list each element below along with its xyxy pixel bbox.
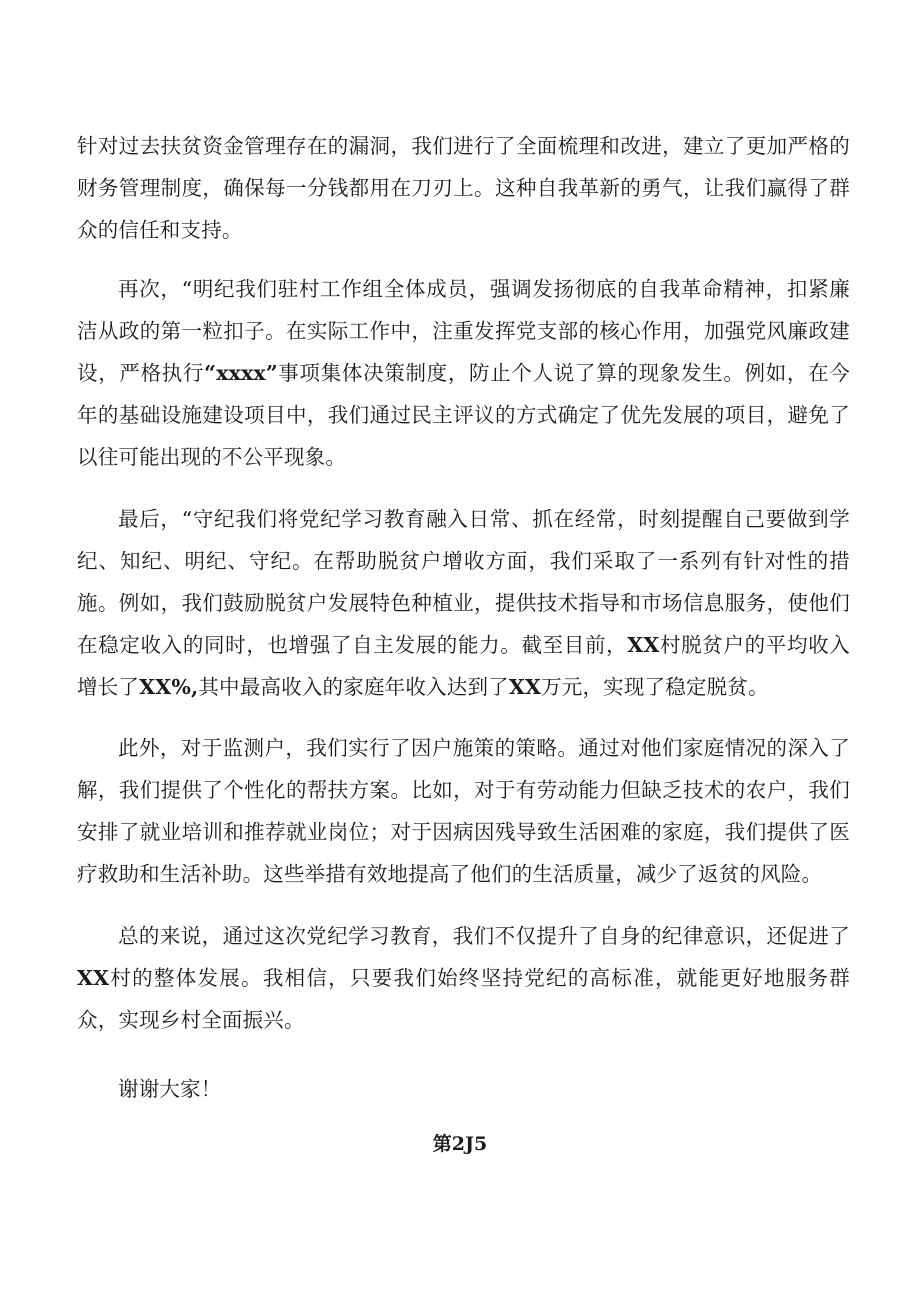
paragraph-1: [77, 125, 850, 251]
text-segment: 针对过去扶贫资金管理存在的漏洞，我们进行了全面梳理和改进，建立了更加严格的财务管理制度，确保每一分钱都用在刀刃上。这种自我革新的勇气，让我们赢得了群众的信任和支持。: [77, 134, 850, 242]
text-segment: 事项集体决策制度，防止个人说了算的现象发生。例如，在今年的基础设施建设项目中，我们通过民主评议的方式确定了优先发展的项目，避免了以往可能出现的不公平现象。: [77, 361, 850, 469]
text-segment: 最后，“守纪我们将党纪学习教育融入日常、抓在经常，时刻提醒自己要做到学纪、知纪、明纪、守纪。在帮助脱贫户增收方面，我们采取了一系列有针对性的措施。例如，我们鼓励脱贫户发展特色种植业，提供技术指导和市场信息服务，使他们在稳定收入的同时，也增强了自主发展的能力。截至目前，: [77, 507, 850, 657]
bold-text-segment: XX: [508, 675, 542, 699]
paragraph-3: [77, 498, 850, 708]
page-number: 第2J5: [432, 1133, 488, 1155]
text-segment: 其中最高收入的家庭年收入达到了: [198, 675, 509, 699]
paragraph-2: [77, 268, 850, 478]
bold-text-segment: XX: [77, 966, 110, 990]
text-segment: 此外，对于监测户，我们实行了因户施策的策略。通过对他们家庭情况的深入了解，我们提供了个性化的帮扶方案。比如，对于有劳动能力但缺乏技术的农户，我们安排了就业培训和推荐就业岗位；对于因病因残导致生活困难的家庭，我们提供了医疗救助和生活补助。这些举措有效地提高了他们的生活质量，减少了返贫的风险。: [77, 736, 850, 886]
text-segment: 再次，“明纪我们驻村工作组全体成员，强调发扬彻底的自我革命精神，扣紧廉洁从政的第一粒扣子。在实际工作中，注重发挥党支部的核心作用，加强党风廉政建设，严格执行: [77, 277, 850, 385]
text-segment: 总的来说，通过这次党纪学习教育，我们不仅提升了自身的纪律意识，还促进了: [118, 924, 850, 948]
text-segment: 万元，实现了稳定脱贫。: [541, 675, 769, 699]
text-segment: 村脱贫户的平均收入增长了: [77, 633, 850, 699]
bold-text-segment: XX: [627, 633, 660, 657]
paragraph-4: [77, 727, 850, 895]
bold-text-segment: “xxxx”: [204, 361, 278, 385]
bold-text-segment: XX%,: [139, 675, 199, 699]
text-segment: 村的整体发展。我相信，只要我们始终坚持党纪的高标准，就能更好地服务群众，实现乡村全面振兴。: [77, 966, 850, 1032]
closing-remark: 谢谢大家！: [118, 1077, 222, 1101]
paragraph-5: [77, 915, 850, 1041]
